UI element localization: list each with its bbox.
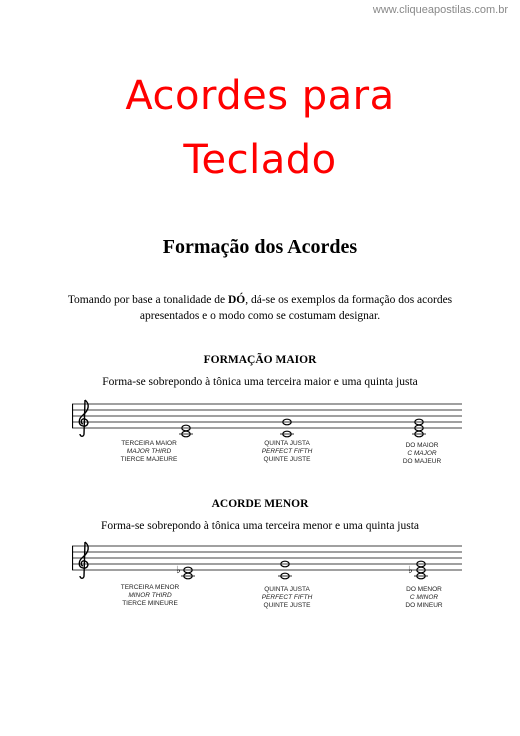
minor-third-notes (176, 565, 195, 579)
intro-text-post: , dá-se os exemplos da formação dos acordes apresentados e o modo como se costumam designar. (139, 294, 453, 322)
treble-clef-icon (79, 542, 88, 578)
label-en: MAJOR THIRD (126, 448, 172, 455)
minor-third-label (110, 584, 190, 608)
intro-paragraph (60, 292, 460, 324)
major-section-title: FORMAÇÃO MAIOR (203, 354, 317, 366)
major-third-label (109, 440, 189, 464)
minor-fifth-label (247, 586, 327, 610)
page-title-line1: Acordes para (125, 73, 395, 119)
major-fifth-label (247, 440, 327, 464)
intro-text-pre: Tomando por base a tonalidade de (67, 294, 228, 306)
watermark: www.cliqueapostilas.com.br (372, 4, 508, 16)
major-chord-staff (72, 398, 462, 438)
page-title-line2: Teclado (183, 137, 337, 183)
label-en: MINOR THIRD (128, 592, 172, 599)
label-pt: TERCEIRA MAIOR (121, 440, 177, 447)
label-fr: TIERCE MINEURE (122, 600, 178, 607)
minor-chord-staff (72, 540, 462, 580)
major-section-description: Forma-se sobrepondo à tônica uma terceira maior e uma quinta justa (102, 376, 418, 388)
label-pt: QUINTA JUSTA (264, 586, 310, 593)
treble-clef-icon (79, 400, 88, 436)
label-fr: DO MAJEUR (402, 458, 442, 465)
label-pt: DO MAIOR (405, 442, 439, 449)
label-fr: QUINTE JUSTE (263, 456, 311, 463)
label-en: C MAJOR (407, 450, 437, 457)
label-fr: DO MINEUR (405, 602, 443, 609)
c-minor-label (384, 586, 464, 610)
flat-icon: ♭ (176, 565, 181, 576)
intro-text-bold: DÓ (227, 294, 246, 306)
label-fr: QUINTE JUSTE (263, 602, 311, 609)
label-pt: DO MENOR (406, 586, 442, 593)
label-en: C MINOR (409, 594, 439, 601)
label-fr: TIERCE MAJEURE (120, 456, 178, 463)
minor-section-title: ACORDE MENOR (211, 498, 309, 510)
major-third-notes (179, 425, 193, 437)
label-en: PERFECT FIFTH (261, 594, 313, 601)
label-en: PERFECT FIFTH (261, 448, 313, 455)
minor-section-description: Forma-se sobrepondo à tônica uma terceira menor e uma quinta justa (100, 520, 420, 532)
section-heading: Formação dos Acordes (162, 236, 358, 258)
flat-icon: ♭ (408, 565, 413, 576)
c-major-label (382, 442, 462, 466)
label-pt: QUINTA JUSTA (264, 440, 310, 447)
label-pt: TERCEIRA MENOR (120, 584, 180, 591)
